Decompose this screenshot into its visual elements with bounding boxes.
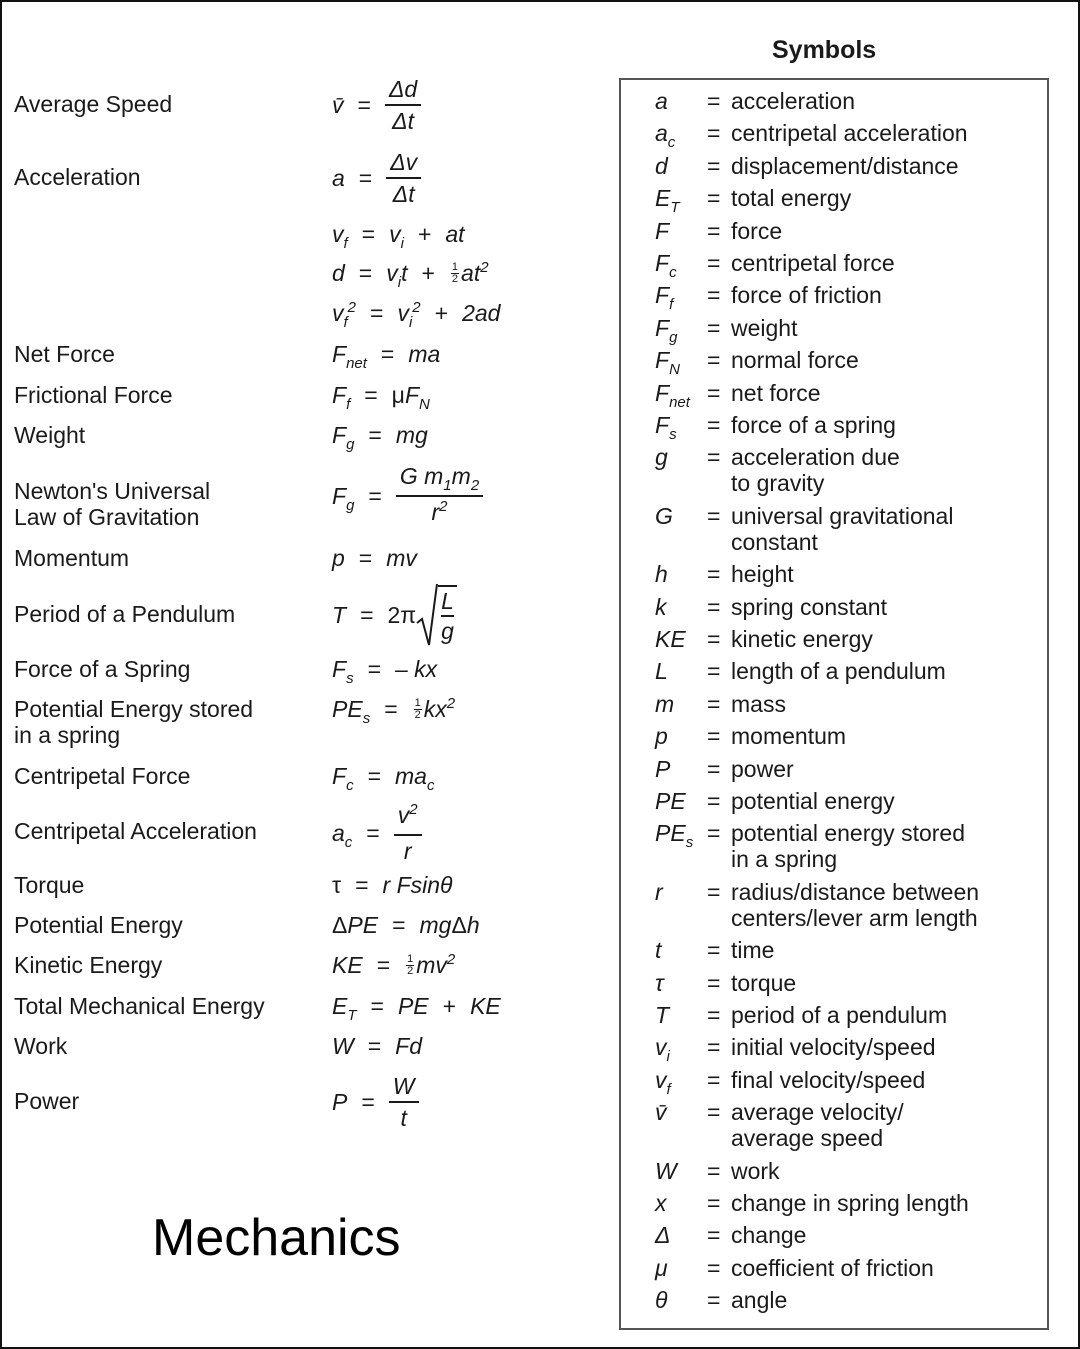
symbol-definition-line: to gravity (731, 470, 825, 497)
equation-kinetic-energy: KE = $\frac{1}{2}$ $mv^2$ (332, 951, 456, 978)
symbol-definition-line: work (731, 1157, 780, 1184)
equation-centripetal-force: $F_c$ = $ma_c$ (332, 763, 435, 794)
symbol-definition-line: force of a spring (731, 412, 896, 438)
symbol-definition: = centripetal acceleration (707, 120, 968, 147)
symbol-definition-line: mass (731, 690, 786, 717)
symbol-definition-line: force of friction (731, 282, 882, 309)
symbol-letter: PE (655, 820, 686, 847)
formula-name-gravitation-line1: Newton's Universal (14, 478, 211, 504)
symbol-definition-line: final velocity/speed (731, 1066, 926, 1093)
equation-work: W = Fd (332, 1033, 422, 1059)
symbol-definition-line: radius/distance between (731, 878, 980, 905)
symbol-definition: = normal force (707, 347, 859, 374)
symbol-definition-line: coefficient of friction (731, 1254, 934, 1281)
equation-potential-energy: ΔPE = mgΔh (332, 912, 480, 938)
symbol-definition: = weight (707, 314, 798, 341)
formula-name-net-force: Net Force (14, 341, 115, 367)
symbol-subscript: i (666, 1048, 670, 1066)
symbol-27 (655, 1066, 671, 1098)
symbol-definition: = length of a pendulum (707, 658, 946, 685)
symbol-letter: θ (655, 1287, 668, 1314)
symbol-letter: a (655, 120, 668, 147)
symbol-definition: = force of a spring (707, 412, 896, 438)
equation-weight: $F_g$ = mg (332, 422, 428, 453)
equation-momentum: p = mv (332, 545, 417, 571)
symbol-definition-line: centripetal force (731, 250, 895, 276)
equation-total-mechanical-energy: $E_T$ = PE + KE (332, 993, 501, 1024)
symbol-definition-line: average speed (731, 1125, 884, 1152)
symbol-definition-line: force (731, 217, 783, 244)
symbol-0 (655, 88, 668, 115)
equation-velocity-squared: $v_f^2$ = $v_i^2$ + 2ad (332, 299, 501, 331)
equation-gravitation: $F_g$ = $\frac{G m_1m_2}{r^2}$ (332, 461, 483, 531)
symbol-definition-line: acceleration due (731, 444, 900, 471)
symbol-5 (655, 250, 677, 281)
symbol-definition-line: spring constant (731, 593, 887, 620)
symbol-definition-line: normal force (731, 347, 859, 374)
formula-name-potential-energy: Potential Energy (14, 912, 183, 938)
symbol-25 (655, 1002, 669, 1029)
equation-centripetal-acceleration: $a_c$ = $\frac{v^2}{r}$ (332, 800, 422, 866)
symbol-letter: G (655, 502, 673, 529)
formula-name-frictional-force: Frictional Force (14, 382, 173, 408)
symbol-definition-line: angle (731, 1287, 788, 1314)
symbol-definition: = work (707, 1157, 780, 1184)
symbol-definition-line: torque (731, 969, 797, 996)
symbol-definition: = coefficient of friction (707, 1254, 934, 1281)
symbol-definition-line: period of a pendulum (731, 1002, 948, 1028)
symbol-definition-line: weight (731, 314, 798, 341)
symbol-19 (655, 756, 670, 783)
symbol-letter: v (655, 1034, 667, 1061)
symbol-subscript: N (669, 361, 680, 379)
symbol-letter: P (655, 755, 671, 782)
symbol-definition: = acceleration (707, 88, 856, 114)
symbol-23 (655, 937, 661, 964)
symbol-1 (655, 120, 676, 152)
symbol-subscript: c (667, 134, 676, 152)
symbol-definition-line: change (731, 1222, 807, 1249)
symbol-24 (655, 970, 664, 997)
symbol-12 (655, 503, 673, 530)
symbol-definition: = change (707, 1222, 807, 1249)
symbol-8 (655, 347, 680, 379)
symbol-subscript: f (669, 296, 674, 314)
formula-name-kinetic-energy: Kinetic Energy (14, 952, 163, 978)
formula-name-spring-force: Force of a Spring (14, 656, 191, 682)
symbol-definition-line: total energy (731, 185, 852, 212)
symbol-subscript: net (669, 393, 690, 411)
symbol-letter: τ (655, 969, 664, 996)
symbol-definition: = potential energy (707, 788, 895, 814)
symbol-definition: = acceleration due to gravity (707, 444, 900, 497)
formula-name-torque: Torque (14, 872, 85, 898)
symbol-20 (655, 788, 686, 815)
formula-name-momentum: Momentum (14, 545, 130, 571)
symbol-definition: = power (707, 755, 794, 782)
equation-power: P = $\frac{W}{t}$ (332, 1071, 419, 1133)
symbol-33 (655, 1287, 667, 1314)
symbol-letter: Δ (655, 1222, 671, 1249)
symbol-letter: F (655, 379, 670, 406)
symbol-letter: v (655, 1066, 667, 1093)
symbol-definition-line: initial velocity/speed (731, 1034, 936, 1061)
symbol-definition: = centripetal force (707, 250, 895, 276)
symbol-definition-line: momentum (731, 723, 847, 750)
symbol-17 (655, 691, 674, 718)
symbol-definition-line: potential energy (731, 788, 895, 814)
symbol-definition: = force of friction (707, 282, 882, 309)
symbol-26 (655, 1034, 670, 1066)
symbol-definition: = total energy (707, 185, 852, 212)
formula-name-total-mechanical-energy: Total Mechanical Energy (14, 993, 265, 1019)
symbol-definition-line: displacement/distance (731, 152, 959, 179)
symbol-letter: r (655, 878, 663, 905)
formula-name-pe-spring-line2: in a spring (14, 722, 121, 748)
equation-net-force: $F_{net}$ = ma (332, 341, 441, 372)
symbol-definition-line: in a spring (731, 846, 838, 873)
symbol-definition: = net force (707, 379, 821, 406)
symbol-definition: = initial velocity/speed (707, 1034, 936, 1061)
equation-average-speed: v̄ = $\frac{\Delta d}{\Delta t}$ (332, 74, 421, 136)
symbol-letter: t (655, 937, 662, 964)
symbol-definition: = radius/distance between centers/lever arm length (707, 878, 980, 931)
symbol-definition-line: acceleration (731, 88, 856, 114)
symbol-subscript: s (669, 426, 677, 443)
symbol-definition: = period of a pendulum (707, 1002, 948, 1028)
symbol-definition: = potential energy stored in a spring (707, 820, 965, 873)
formula-name-power: Power (14, 1088, 80, 1114)
symbol-29 (655, 1158, 677, 1185)
symbol-letter: g (655, 444, 668, 471)
symbol-definition-line: constant (731, 528, 818, 555)
symbol-18 (655, 723, 668, 750)
symbol-definition: = kinetic energy (707, 626, 873, 652)
symbol-definition-line: centers/lever arm length (731, 904, 978, 931)
formula-name-pendulum: Period of a Pendulum (14, 601, 236, 627)
formula-name-acceleration: Acceleration (14, 164, 141, 190)
symbol-definition: = momentum (707, 723, 847, 750)
symbol-letter: d (655, 152, 668, 179)
symbol-11 (655, 444, 668, 471)
symbol-16 (655, 658, 668, 685)
symbol-definition: = universal gravitational constant (707, 502, 954, 555)
symbol-definition-line: kinetic energy (731, 626, 873, 652)
symbol-9 (655, 379, 690, 411)
equation-frictional-force: $F_f$ = $\mu F_N$ (332, 382, 430, 413)
symbol-definition: = height (707, 561, 794, 588)
equation-spring-force: $F_s$ = – kx (332, 656, 438, 687)
symbol-letter: E (655, 185, 671, 212)
symbol-definition: = average velocity/ average speed (707, 1099, 904, 1152)
symbol-22 (655, 879, 663, 906)
symbol-letter: KE (655, 626, 686, 652)
symbol-definition: = torque (707, 969, 797, 996)
symbol-7 (655, 314, 678, 346)
symbol-letter: F (655, 217, 670, 244)
symbol-definition: = angle (707, 1287, 788, 1314)
symbol-subscript: f (666, 1080, 671, 1098)
symbol-letter: F (655, 314, 670, 341)
equation-final-velocity: $v_f$ = $v_i$ + at (332, 221, 465, 252)
symbol-15 (655, 626, 686, 653)
symbol-letter: F (655, 412, 670, 438)
formula-name-weight: Weight (14, 422, 86, 448)
symbol-definition: = change in spring length (707, 1190, 969, 1216)
symbol-letter: F (655, 250, 670, 276)
symbol-definition-line: net force (731, 379, 821, 406)
symbol-14 (655, 594, 667, 621)
symbol-definition-line: power (731, 755, 794, 782)
formula-name-centripetal-acceleration: Centripetal Acceleration (14, 818, 257, 844)
symbol-32 (655, 1255, 668, 1282)
symbol-13 (655, 561, 668, 588)
symbol-letter: F (655, 347, 670, 374)
symbol-letter: h (655, 561, 668, 588)
symbol-subscript: g (669, 328, 678, 346)
symbol-definition-line: potential energy stored (731, 820, 965, 847)
symbol-letter: x (655, 1190, 667, 1216)
equation-torque: τ = r Fsinθ (332, 872, 453, 898)
equation-acceleration: a = $\frac{\Delta v}{\Delta t}$ (332, 147, 421, 209)
symbol-definition: = final velocity/speed (707, 1066, 926, 1093)
symbol-definition-line: time (731, 937, 775, 964)
formula-name-centripetal-force: Centripetal Force (14, 763, 191, 789)
symbol-definition: = displacement/distance (707, 152, 959, 179)
symbol-subscript: c (669, 264, 677, 281)
symbol-definition: = mass (707, 690, 786, 717)
formula-name-work: Work (14, 1033, 68, 1059)
symbol-letter: μ (655, 1254, 668, 1281)
symbol-definition-line: change in spring length (731, 1190, 969, 1216)
symbol-letter: F (655, 282, 670, 309)
symbol-21 (655, 820, 694, 852)
symbol-subscript: T (670, 199, 680, 217)
symbol-letter: k (655, 593, 667, 620)
square-root-icon: L g (416, 583, 457, 647)
equation-pendulum: T = 2π L g (332, 583, 457, 647)
symbol-subscript: s (685, 834, 694, 852)
formula-name-average-speed: Average Speed (14, 91, 173, 117)
symbol-4 (655, 218, 669, 245)
symbol-definition: = spring constant (707, 593, 887, 620)
symbol-definition-line: centripetal acceleration (731, 120, 968, 147)
symbol-31 (655, 1222, 670, 1249)
symbol-letter: W (655, 1157, 677, 1184)
page-caption: Mechanics (152, 1209, 401, 1267)
formula-name-pe-spring-line1: Potential Energy stored (14, 696, 254, 722)
symbol-2 (655, 153, 668, 180)
symbol-definition: = time (707, 937, 775, 964)
symbol-definition-line: universal gravitational (731, 502, 954, 529)
symbol-letter: m (655, 690, 675, 717)
symbol-letter: a (655, 88, 668, 114)
symbol-definition-line: height (731, 561, 794, 588)
symbol-3 (655, 185, 680, 217)
equation-pe-spring: $PE_s$ = $\frac{1}{2}$ $kx^2$ (332, 695, 456, 727)
symbol-letter: T (655, 1002, 670, 1028)
symbol-letter: L (655, 658, 668, 685)
symbols-title: Symbols (772, 36, 877, 64)
symbol-28 (655, 1099, 667, 1126)
symbol-letter: v̄ (655, 1099, 667, 1126)
formula-name-gravitation-line2: Law of Gravitation (14, 504, 200, 530)
symbol-definition: = force (707, 217, 783, 244)
symbol-30 (655, 1190, 667, 1217)
symbol-10 (655, 412, 677, 443)
symbol-letter: p (655, 723, 668, 750)
symbol-definition-line: average velocity/ (731, 1099, 904, 1126)
equation-displacement: d = $v_it$ + $\frac{1}{2}$ $at^2$ (332, 259, 489, 291)
symbol-letter: PE (655, 788, 686, 814)
symbol-definition-line: length of a pendulum (731, 658, 946, 685)
symbol-6 (655, 282, 674, 314)
